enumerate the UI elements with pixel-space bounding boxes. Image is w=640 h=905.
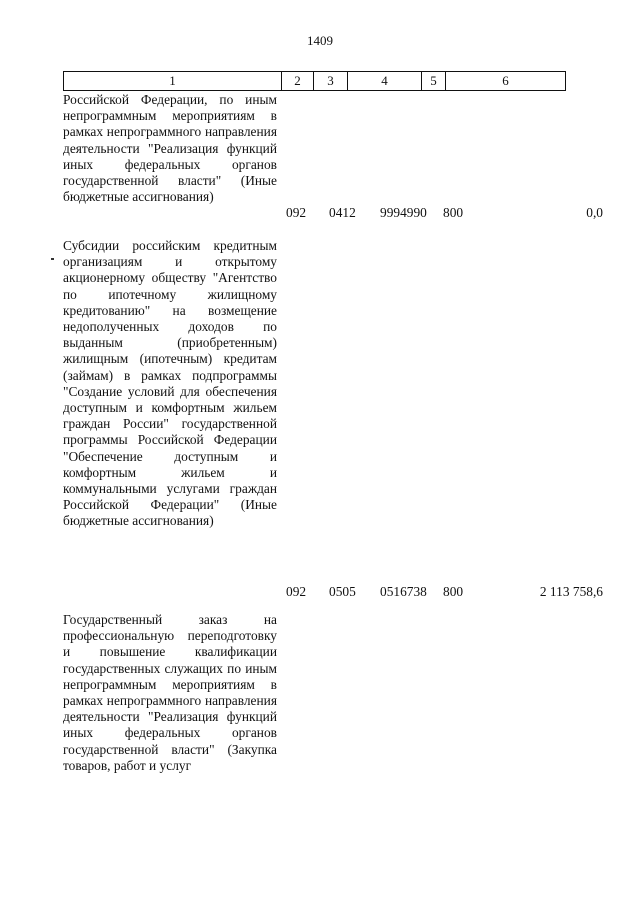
table-column-header <box>63 71 566 91</box>
column-number-6: 6 <box>502 73 509 88</box>
page-number: 1409 <box>307 33 333 48</box>
column-number-3: 3 <box>314 72 348 90</box>
expense-type-code: 800 <box>443 205 464 220</box>
column-number-1: 1 <box>64 72 282 90</box>
target-article-code: 9994990 <box>380 205 427 220</box>
amount: 0,0 <box>586 205 603 220</box>
ministry-code: 092 <box>286 205 307 220</box>
column-number-2: 2 <box>282 72 314 90</box>
column-number-5: 5 <box>422 72 446 90</box>
expense-type-code: 800 <box>443 584 464 599</box>
row-description: Государственный заказ на профессиональную переподготовку и повышение квалификации государственных служащих по иным непрограммным мероприятиям в рамках непрограммного направления деятельности "Реализация функций иных федеральных органов государственной власти" (Закупка товаров, работ и услуг <box>63 612 277 773</box>
section-code: 0412 <box>329 205 356 220</box>
column-number-4: 4 <box>348 72 422 90</box>
scan-mark <box>51 258 54 260</box>
target-article-code: 0516738 <box>380 584 427 599</box>
amount: 2 113 758,6 <box>539 584 603 599</box>
ministry-code: 092 <box>286 584 307 599</box>
row-description: Российской Федерации, по иным непрограммным мероприятиям в рамках непрограммного направления деятельности "Реализация функций иных федеральных органов государственной власти" (Иные бюджетные ассигнования) <box>63 92 277 205</box>
row-description: Субсидии российским кредитным организациям и открытому акционерному обществу "Агентство по ипотечному жилищному кредитованию" на возмещение недополученных доходов по выданным (приобретенным) жилищным (ипотечным) кредитам (займам) в рамках подпрограммы "Создание условий для обеспечения доступным и комфортным жильем граждан России" государственной программы Российской Федерации "Обеспечение доступным и комфортным жильем и коммунальными услугами граждан Российской Федерации" (Иные бюджетные ассигнования) <box>63 238 277 529</box>
section-code: 0505 <box>329 584 356 599</box>
